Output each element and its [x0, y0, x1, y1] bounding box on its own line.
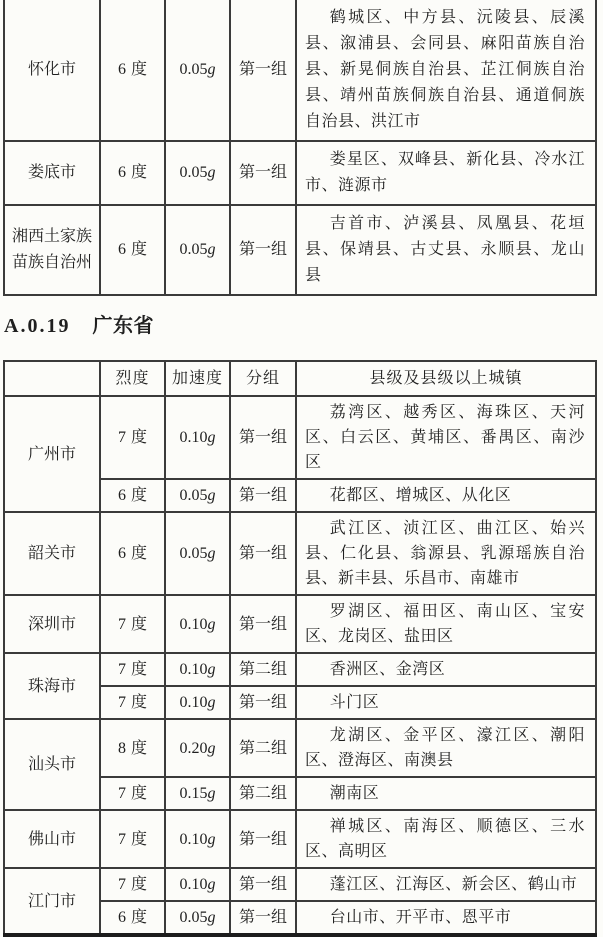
- intensity-cell: 6 度: [100, 141, 165, 205]
- group-cell: 第一组: [230, 810, 296, 868]
- group-cell: 第一组: [230, 0, 296, 141]
- intensity-cell: 7 度: [100, 777, 165, 810]
- intensity-cell: 8 度: [100, 719, 165, 777]
- towns-cell: 娄星区、双峰县、新化县、冷水江市、涟源市: [296, 141, 596, 205]
- table-row: [4, 205, 596, 295]
- city-cell: 珠海市: [4, 653, 100, 719]
- acceleration-cell: 0.10g: [165, 396, 230, 479]
- city-cell: 佛山市: [4, 810, 100, 868]
- city-cell: 江门市: [4, 868, 100, 935]
- intensity-cell: 7 度: [100, 653, 165, 686]
- city-cell: 怀化市: [4, 0, 100, 141]
- table-row: [4, 396, 596, 479]
- g-unit: g: [207, 487, 216, 504]
- group-cell: 第二组: [230, 777, 296, 810]
- acceleration-cell: 0.05g: [165, 901, 230, 935]
- acceleration-cell: 0.10g: [165, 595, 230, 653]
- g-unit: g: [207, 830, 216, 848]
- intensity-cell: 7 度: [100, 686, 165, 719]
- g-unit: g: [207, 429, 216, 446]
- acceleration-cell: 0.05g: [165, 141, 230, 205]
- intensity-cell: 7 度: [100, 810, 165, 868]
- towns-cell: 斗门区: [296, 686, 596, 719]
- city-cell: 广州市: [4, 396, 100, 512]
- towns-cell: 台山市、开平市、恩平市: [296, 901, 596, 935]
- g-unit: g: [207, 694, 216, 711]
- section-title: 广东省: [92, 315, 154, 337]
- header-row: [4, 361, 596, 396]
- header-acceleration: 加速度: [165, 361, 230, 396]
- table-row: [4, 0, 596, 141]
- intensity-cell: 6 度: [100, 0, 165, 141]
- towns-cell: 香洲区、金湾区: [296, 653, 596, 686]
- g-unit: g: [207, 661, 216, 678]
- city-cell: 深圳市: [4, 595, 100, 653]
- table-row: [4, 595, 596, 653]
- group-cell: 第二组: [230, 719, 296, 777]
- group-cell: 第一组: [230, 205, 296, 295]
- towns-cell: 龙湖区、金平区、濠江区、潮阳区、澄海区、南澳县: [296, 719, 596, 777]
- guangdong-table: [3, 360, 597, 937]
- table-row: [4, 719, 596, 777]
- city-cell: 韶关市: [4, 512, 100, 595]
- towns-cell: 吉首市、泸溪县、凤凰县、花垣县、保靖县、古丈县、永顺县、龙山县: [296, 205, 596, 295]
- g-unit: g: [207, 909, 216, 926]
- g-unit: g: [207, 61, 216, 78]
- g-unit: g: [207, 739, 216, 757]
- acceleration-cell: 0.15g: [165, 777, 230, 810]
- group-cell: 第一组: [230, 396, 296, 479]
- table-row: [4, 868, 596, 901]
- acceleration-cell: 0.20g: [165, 719, 230, 777]
- table-row: [4, 653, 596, 686]
- acceleration-cell: 0.10g: [165, 868, 230, 901]
- towns-cell: 荔湾区、越秀区、海珠区、天河区、白云区、黄埔区、番禺区、南沙区: [296, 396, 596, 479]
- towns-cell: 潮南区: [296, 777, 596, 810]
- hunan-continuation-table: [3, 0, 597, 296]
- towns-cell: 罗湖区、福田区、南山区、宝安区、龙岗区、盐田区: [296, 595, 596, 653]
- g-unit: g: [207, 615, 216, 633]
- towns-cell: 鹤城区、中方县、沅陵县、辰溪县、溆浦县、会同县、麻阳苗族自治县、新晃侗族自治县、芷江侗族自治县、靖州苗族侗族自治县、通道侗族自治县、洪江市: [296, 0, 596, 141]
- header-intensity: 烈度: [100, 361, 165, 396]
- g-unit: g: [207, 241, 216, 258]
- acceleration-cell: 0.10g: [165, 686, 230, 719]
- g-unit: g: [207, 876, 216, 893]
- intensity-cell: 6 度: [100, 205, 165, 295]
- header-group: 分组: [230, 361, 296, 396]
- group-cell: 第一组: [230, 141, 296, 205]
- intensity-cell: 7 度: [100, 595, 165, 653]
- city-cell: 湘西土家族苗族自治州: [4, 205, 100, 295]
- acceleration-cell: 0.10g: [165, 810, 230, 868]
- g-unit: g: [207, 545, 216, 562]
- g-unit: g: [207, 164, 216, 181]
- towns-cell: 蓬江区、江海区、新会区、鹤山市: [296, 868, 596, 901]
- intensity-cell: 7 度: [100, 868, 165, 901]
- group-cell: 第一组: [230, 479, 296, 512]
- acceleration-cell: 0.05g: [165, 479, 230, 512]
- acceleration-cell: 0.05g: [165, 205, 230, 295]
- city-cell: 娄底市: [4, 141, 100, 205]
- group-cell: 第一组: [230, 595, 296, 653]
- table-row: [4, 810, 596, 868]
- group-cell: 第一组: [230, 512, 296, 595]
- intensity-cell: 7 度: [100, 396, 165, 479]
- group-cell: 第二组: [230, 653, 296, 686]
- towns-cell: 武江区、浈江区、曲江区、始兴县、仁化县、翁源县、乳源瑶族自治县、新丰县、乐昌市、南雄市: [296, 512, 596, 595]
- section-heading: [4, 312, 603, 340]
- intensity-cell: 6 度: [100, 512, 165, 595]
- acceleration-cell: 0.05g: [165, 512, 230, 595]
- city-cell: 汕头市: [4, 719, 100, 810]
- intensity-cell: 6 度: [100, 901, 165, 935]
- group-cell: 第一组: [230, 901, 296, 935]
- towns-cell: 禅城区、南海区、顺德区、三水区、高明区: [296, 810, 596, 868]
- towns-cell: 花都区、增城区、从化区: [296, 479, 596, 512]
- intensity-cell: 6 度: [100, 479, 165, 512]
- group-cell: 第一组: [230, 868, 296, 901]
- g-unit: g: [207, 785, 216, 802]
- acceleration-cell: 0.10g: [165, 653, 230, 686]
- table-row: [4, 512, 596, 595]
- table-row: [4, 141, 596, 205]
- group-cell: 第一组: [230, 686, 296, 719]
- acceleration-cell: 0.05g: [165, 0, 230, 141]
- header-city: [4, 361, 100, 396]
- section-number: A.0.19: [4, 315, 71, 337]
- header-towns: 县级及县级以上城镇: [296, 361, 596, 396]
